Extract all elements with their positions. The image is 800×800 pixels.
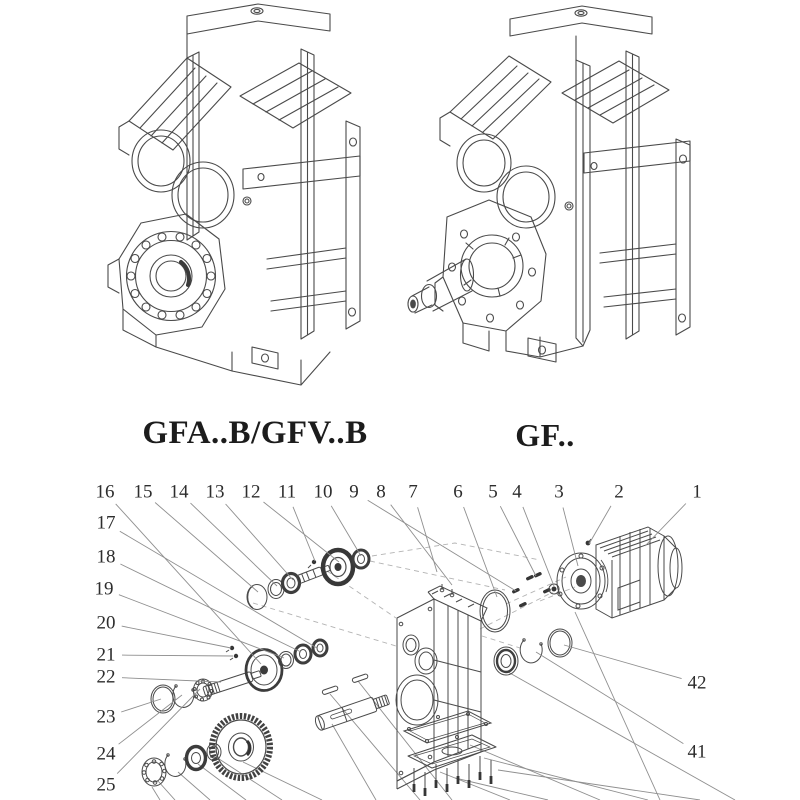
part-number-22: 22 [96,666,116,688]
stud-bolt [446,768,449,792]
leader-line-12 [264,502,340,562]
part-number-18: 18 [96,546,116,568]
part-number-25: 25 [96,774,116,796]
part-number-14: 14 [169,481,189,503]
ball-bearing [494,647,518,675]
round-ring [548,629,572,657]
stud-bolt [435,764,438,788]
part-number-10: 10 [313,481,333,503]
leader-line-20 [122,626,231,648]
mounting-feet [108,121,330,385]
part-number-9: 9 [349,481,359,503]
retaining-ring [173,685,194,708]
grub-screws [226,646,238,660]
output-gear-cluster [142,716,270,786]
leader-line-42 [564,645,682,679]
part-number-7: 7 [408,481,418,503]
front-post [576,36,590,346]
leader-line-7 [418,507,437,572]
end-cap [247,585,267,610]
part-number-24: 24 [96,743,116,765]
part-number-23: 23 [96,706,116,728]
part-number-17: 17 [96,512,116,534]
output-bearing-set [494,629,572,675]
callout-1 [645,482,702,547]
stud-bolt [479,756,482,780]
part-number-19: 19 [94,578,114,600]
stud-bolt [490,760,493,784]
input-shaft-cluster [247,549,369,610]
leader-line-17 [120,531,317,648]
leader-line-18 [120,564,301,652]
leader-line-6 [464,507,497,597]
callout-21 [97,645,234,666]
callout-layer [95,482,707,796]
bearing-balls [127,233,215,319]
flat-gear-disc [246,650,282,691]
cooling-ribs-right [562,61,669,123]
gear-housing [396,584,487,789]
callout-11 [278,482,315,562]
part-number-6: 6 [453,481,463,503]
figure-right-gear-unit-drawing [408,6,690,362]
callout-18 [94,546,302,653]
part-number-42: 42 [687,672,707,694]
part-number-13: 13 [205,481,225,503]
leader-line-8 [391,505,452,585]
callout-2 [589,482,624,545]
callout-42 [564,645,707,694]
roller-bearing [193,679,213,701]
leader-line-2 [589,506,611,544]
hollow-shaft-bearing-boss [119,214,225,335]
callout-7 [408,482,437,573]
part-number-41: 41 [687,741,707,763]
bearing-cage [142,758,166,786]
cooling-ribs-left [450,56,551,139]
cover-stud-bolts [413,756,493,796]
shaft-key [322,686,339,695]
snap-ring [520,639,542,663]
part-number-15: 15 [133,481,153,503]
part-number-3: 3 [554,481,564,503]
part-number-5: 5 [488,481,498,503]
part-number-21: 21 [96,644,116,666]
bearing [353,550,369,568]
output-gear [212,716,270,778]
washer [279,652,294,669]
leader-line-19 [119,595,284,658]
part-number-1: 1 [692,481,702,503]
leader-line-15 [155,503,258,593]
part-number-16: 16 [95,481,115,503]
exploded-view [95,482,736,800]
cooling-ribs-right [240,63,351,128]
output-shaft-assembly [314,674,391,732]
side-rails [243,49,360,339]
part-number-8: 8 [376,481,386,503]
caption-left-model: GFA..B/GFV..B [142,415,368,451]
figure-left-gear-unit-drawing [108,4,360,385]
stud-bolt [468,764,471,788]
callout-41 [536,652,707,763]
callout-22 [97,667,222,688]
stud-bolt [457,760,460,784]
leader-line-16 [116,504,261,664]
output-flange [443,200,546,331]
shaft-key [352,674,369,683]
leader-line-5 [500,506,536,576]
leader-line-3 [563,508,578,567]
leader-line-21 [122,655,233,656]
intermediate-shaft-cluster [203,640,327,696]
callout-3 [554,482,578,567]
part-number-11: 11 [277,481,297,503]
callout-15 [134,482,259,593]
gear-bores [457,134,573,228]
housing-top-beam [187,4,330,34]
oil-seal-ring [151,685,175,713]
part-number-2: 2 [614,481,624,503]
part-number-12: 12 [241,481,261,503]
set-screw [308,560,316,568]
motor-studs [512,571,559,607]
gear-bores [132,130,251,228]
output-shaft [314,692,391,731]
caption-right-model: GF.. [515,417,575,453]
bearing [313,640,327,656]
input-gear [322,549,355,586]
retaining-ring [165,754,186,777]
motor-flange-disc [557,553,608,609]
part-number-4: 4 [512,481,522,503]
bearing [295,645,311,663]
oil-seal [187,747,206,770]
motor [586,527,682,618]
flange-o-ring [480,590,510,632]
housing-top-beam [510,6,652,36]
mounting-feet [435,112,583,362]
part-number-20: 20 [96,612,116,634]
leader-line-9 [368,500,516,591]
leader-line-1 [645,504,686,547]
